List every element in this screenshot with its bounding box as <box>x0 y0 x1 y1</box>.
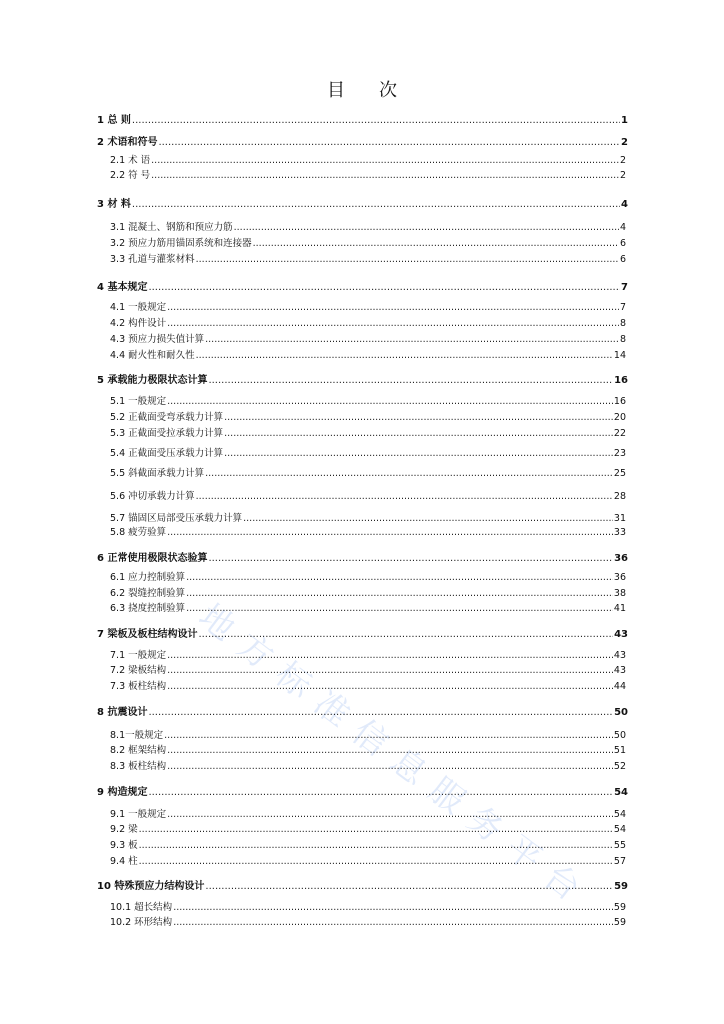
toc-section-entry[interactable] <box>110 347 626 361</box>
toc-page-number: 59 <box>614 881 628 892</box>
dot-leader <box>167 650 613 661</box>
toc-entry-label: 10.1 超长结构 <box>110 902 173 913</box>
toc-chapter-entry[interactable] <box>97 549 628 564</box>
toc-entry-label: 9.2 梁 <box>110 824 138 835</box>
toc-section-entry[interactable] <box>110 524 626 538</box>
dot-leader <box>167 318 619 329</box>
dot-leader <box>196 491 613 502</box>
toc-page-number: 22 <box>613 428 626 439</box>
toc-section-entry[interactable] <box>110 465 626 479</box>
toc-entry-label: 6.1 应力控制验算 <box>110 572 186 583</box>
toc-page-number: 2 <box>619 155 626 166</box>
toc-section-entry[interactable] <box>110 409 626 423</box>
dot-leader <box>148 707 613 718</box>
toc-page-number: 54 <box>613 824 626 835</box>
toc-page-number: 6 <box>619 238 626 249</box>
toc-entry-label: 5.4 正截面受压承载力计算 <box>110 448 224 459</box>
toc-page-number: 36 <box>613 572 626 583</box>
dot-leader <box>224 412 613 423</box>
toc-entry-label: 7.1 一般规定 <box>110 650 167 661</box>
toc-section-entry[interactable] <box>110 425 626 439</box>
toc-entry-label: 5.7 锚固区局部受压承载力计算 <box>110 513 243 524</box>
dot-leader <box>167 681 613 692</box>
dot-leader <box>167 302 619 313</box>
toc-section-entry[interactable] <box>110 821 626 835</box>
watermark: 地方标准信息服务平台 <box>191 596 599 918</box>
dot-leader <box>139 840 613 851</box>
toc-entry-label: 5.3 正截面受拉承载力计算 <box>110 428 224 439</box>
dot-leader <box>186 588 613 599</box>
toc-page-number: 54 <box>613 809 626 820</box>
dot-leader <box>186 572 613 583</box>
toc-entry-label: 5.8 疲劳验算 <box>110 527 167 538</box>
toc-entry-label: 10.2 环形结构 <box>110 917 173 928</box>
toc-page-number: 43 <box>613 650 626 661</box>
toc-entry-label: 8 抗震设计 <box>97 707 148 718</box>
toc-entry-label: 3.1 混凝土、钢筋和预应力筋 <box>110 222 233 233</box>
toc-page-number: 4 <box>621 199 628 210</box>
toc-page-number: 41 <box>613 603 626 614</box>
toc-entry-label: 1 总 则 <box>97 115 131 126</box>
toc-page-number: 55 <box>613 840 626 851</box>
toc-page-number: 2 <box>621 137 628 148</box>
toc-page-number: 6 <box>619 254 626 265</box>
dot-leader <box>132 199 620 210</box>
toc-entry-label: 8.3 板柱结构 <box>110 761 167 772</box>
toc-entry-label: 6.3 挠度控制验算 <box>110 603 186 614</box>
toc-section-entry[interactable] <box>110 585 626 599</box>
toc-page-number: 8 <box>619 318 626 329</box>
toc-page-number: 2 <box>619 170 626 181</box>
toc-section-entry[interactable] <box>110 678 626 692</box>
toc-page-number: 31 <box>613 513 626 524</box>
toc-entry-label: 4.3 预应力损失值计算 <box>110 334 205 345</box>
dot-leader <box>224 428 613 439</box>
dot-leader <box>243 513 613 524</box>
dot-leader <box>224 448 613 459</box>
dot-leader <box>205 334 619 345</box>
toc-page-number: 36 <box>614 553 628 564</box>
toc-section-entry[interactable] <box>110 600 626 614</box>
dot-leader <box>158 137 620 148</box>
toc-section-entry[interactable] <box>110 331 626 345</box>
toc-entry-label: 3 材 料 <box>97 199 131 210</box>
toc-page-number: 25 <box>613 468 626 479</box>
toc-page-number: 50 <box>614 707 628 718</box>
toc-page-number: 43 <box>613 665 626 676</box>
toc-section-entry[interactable] <box>110 152 626 166</box>
toc-chapter-entry[interactable] <box>97 371 628 386</box>
toc-page-number: 20 <box>613 412 626 423</box>
toc-entry-label: 5.2 正截面受弯承载力计算 <box>110 412 224 423</box>
dot-leader <box>167 761 613 772</box>
dot-leader <box>167 809 613 820</box>
toc-entry-label: 5 承载能力极限状态计算 <box>97 375 208 386</box>
dot-leader <box>167 745 613 756</box>
toc-section-entry[interactable] <box>110 488 626 502</box>
toc-section-entry[interactable] <box>110 837 626 851</box>
toc-entry-label: 4.1 一般规定 <box>110 302 167 313</box>
dot-leader <box>208 553 613 564</box>
toc-section-entry[interactable] <box>110 806 626 820</box>
toc-chapter-entry[interactable] <box>97 278 628 293</box>
dot-leader <box>198 629 613 640</box>
toc-entry-label: 7 梁板及板柱结构设计 <box>97 629 198 640</box>
title-char-right: 次 <box>379 80 397 101</box>
dot-leader <box>151 155 619 166</box>
toc-entry-label: 7.3 板柱结构 <box>110 681 167 692</box>
dot-leader <box>148 787 613 798</box>
toc-page-number: 59 <box>613 902 626 913</box>
dot-leader <box>167 527 613 538</box>
title-char-left: 目 <box>327 80 345 101</box>
toc-entry-label: 3.3 孔道与灌浆材料 <box>110 254 195 265</box>
toc-entry-label: 8.1一般规定 <box>110 730 164 741</box>
toc-entry-label: 9.1 一般规定 <box>110 809 167 820</box>
toc-section-entry[interactable] <box>110 758 626 772</box>
toc-section-entry[interactable] <box>110 727 626 741</box>
dot-leader <box>148 282 620 293</box>
toc-entry-label: 9.3 板 <box>110 840 138 851</box>
toc-entry-label: 5.6 冲切承载力计算 <box>110 491 195 502</box>
toc-section-entry[interactable] <box>110 647 626 661</box>
dot-leader <box>205 881 613 892</box>
dot-leader <box>253 238 619 249</box>
toc-chapter-entry[interactable] <box>97 133 628 148</box>
toc-section-entry[interactable] <box>110 235 626 249</box>
dot-leader <box>205 468 613 479</box>
toc-page-number: 44 <box>613 681 626 692</box>
toc-page-number: 54 <box>614 787 628 798</box>
toc-page-number: 38 <box>613 588 626 599</box>
toc-entry-label: 9.4 柱 <box>110 856 138 867</box>
dot-leader <box>196 254 619 265</box>
dot-leader <box>167 665 613 676</box>
dot-leader <box>151 170 619 181</box>
toc-page-number: 4 <box>619 222 626 233</box>
toc-entry-label: 7.2 梁板结构 <box>110 665 167 676</box>
dot-leader <box>139 856 613 867</box>
toc-entry-label: 8.2 框架结构 <box>110 745 167 756</box>
toc-entry-label: 4 基本规定 <box>97 282 148 293</box>
toc-entry-label: 9 构造规定 <box>97 787 148 798</box>
dot-leader <box>234 222 619 233</box>
dot-leader <box>208 375 613 386</box>
toc-chapter-entry[interactable] <box>97 703 628 718</box>
toc-section-entry[interactable] <box>110 167 626 181</box>
toc-page-number: 7 <box>619 302 626 313</box>
toc-section-entry[interactable] <box>110 742 626 756</box>
toc-page-number: 8 <box>619 334 626 345</box>
toc-section-entry[interactable] <box>110 393 626 407</box>
dot-leader <box>132 115 620 126</box>
toc-entry-label: 10 特殊预应力结构设计 <box>97 881 205 892</box>
toc-entry-label: 5.1 一般规定 <box>110 396 167 407</box>
toc-page-number: 50 <box>613 730 626 741</box>
toc-entry-label: 2 术语和符号 <box>97 137 158 148</box>
dot-leader <box>196 350 613 361</box>
toc-section-entry[interactable] <box>110 569 626 583</box>
toc-chapter-entry[interactable] <box>97 877 628 892</box>
toc-section-entry[interactable] <box>110 914 626 928</box>
toc-entry-label: 2.2 符 号 <box>110 170 151 181</box>
toc-page-number: 14 <box>613 350 626 361</box>
dot-leader <box>164 730 613 741</box>
toc-page-number: 16 <box>613 396 626 407</box>
toc-page-number: 51 <box>613 745 626 756</box>
dot-leader <box>139 824 613 835</box>
toc-section-entry[interactable] <box>110 299 626 313</box>
toc-section-entry[interactable] <box>110 251 626 265</box>
dot-leader <box>173 902 613 913</box>
toc-page-number: 59 <box>613 917 626 928</box>
toc-entry-label: 6.2 裂缝控制验算 <box>110 588 186 599</box>
toc-entry-label: 2.1 术 语 <box>110 155 151 166</box>
toc-entry-label: 4.4 耐火性和耐久性 <box>110 350 195 361</box>
toc-page-number: 57 <box>613 856 626 867</box>
toc-section-entry[interactable] <box>110 315 626 329</box>
toc-page-number: 33 <box>613 527 626 538</box>
toc-chapter-entry[interactable] <box>97 111 628 126</box>
toc-chapter-entry[interactable] <box>97 783 628 798</box>
toc-page-number: 7 <box>621 282 628 293</box>
dot-leader <box>186 603 613 614</box>
toc-section-entry[interactable] <box>110 510 626 524</box>
toc-section-entry[interactable] <box>110 899 626 913</box>
toc-section-entry[interactable] <box>110 219 626 233</box>
toc-section-entry[interactable] <box>110 662 626 676</box>
toc-page-number: 28 <box>613 491 626 502</box>
toc-entry-label: 4.2 构件设计 <box>110 318 167 329</box>
toc-entry-label: 3.2 预应力筋用锚固系统和连接器 <box>110 238 252 249</box>
toc-page-number: 43 <box>614 629 628 640</box>
toc-page-number: 1 <box>621 115 628 126</box>
toc-page-number: 23 <box>613 448 626 459</box>
toc-chapter-entry[interactable] <box>97 195 628 210</box>
dot-leader <box>173 917 613 928</box>
toc-page-number: 16 <box>614 375 628 386</box>
toc-entry-label: 5.5 斜截面承载力计算 <box>110 468 205 479</box>
toc-section-entry[interactable] <box>110 853 626 867</box>
toc-chapter-entry[interactable] <box>97 625 628 640</box>
toc-section-entry[interactable] <box>110 445 626 459</box>
toc-entry-label: 6 正常使用极限状态验算 <box>97 553 208 564</box>
toc-page-number: 52 <box>613 761 626 772</box>
dot-leader <box>167 396 613 407</box>
